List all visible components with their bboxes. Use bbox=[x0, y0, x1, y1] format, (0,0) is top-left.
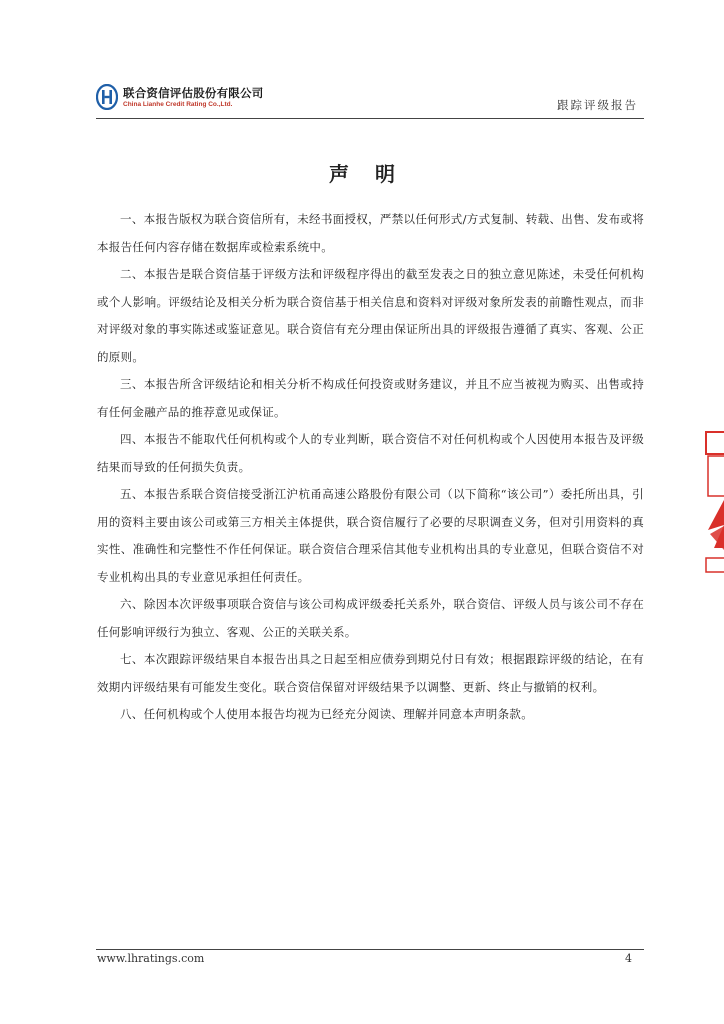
footer-website: www.lhratings.com bbox=[97, 952, 205, 965]
statement-paragraph-3: 三、本报告所含评级结论和相关分析不构成任何投资或财务建议，并且不应当被视为购买、出售或持有任何金融产品的推荐意见或保证。 bbox=[97, 377, 644, 419]
lianhe-logo-icon bbox=[96, 84, 118, 110]
company-name-cn: 联合资信评估股份有限公司 bbox=[123, 86, 264, 100]
page-number: 4 bbox=[625, 952, 632, 965]
statement-paragraph-8: 八、任何机构或个人使用本报告均视为已经充分阅读、理解并同意本声明条款。 bbox=[120, 707, 533, 721]
report-type-label: 跟踪评级报告 bbox=[557, 98, 638, 112]
statement-paragraph-5: 五、本报告系联合资信接受浙江沪杭甬高速公路股份有限公司（以下简称“该公司”）委托所出具，引用的资料主要由该公司或第三方相关主体提供，联合资信履行了必要的尽职调查义务，但对引用资料的真实性、准确性和完整性不作任何保证。联合资信合理采信其他专业机构出具的专业意见，但联合资信不对专业机构出具的专业意见承担任何责任。 bbox=[97, 487, 644, 584]
page-title bbox=[0, 158, 724, 187]
header-divider bbox=[96, 118, 644, 119]
company-name-en: China Lianhe Credit Rating Co.,Ltd. bbox=[123, 101, 233, 108]
statement-body bbox=[97, 206, 644, 729]
title-char-2: 明 bbox=[375, 162, 395, 186]
title-char-1: 声 bbox=[329, 162, 349, 186]
statement-paragraph-2: 二、本报告是联合资信基于评级方法和评级程序得出的截至发表之日的独立意见陈述，未受任何机构或个人影响。评级结论及相关分析为联合资信基于相关信息和资料对评级对象所发表的前瞻性观点，而非对评级对象的事实陈述或鉴证意见。联合资信有充分理由保证所出具的评级报告遵循了真实、客观、公正的原则。 bbox=[97, 267, 644, 364]
statement-paragraph-1: 一、本报告版权为联合资信所有，未经书面授权，严禁以任何形式/方式复制、转载、出售、发布或将本报告任何内容存储在数据库或检索系统中。 bbox=[97, 212, 644, 254]
red-seal-stamp-icon bbox=[704, 430, 724, 580]
statement-paragraph-6: 六、除因本次评级事项联合资信与该公司构成评级委托关系外，联合资信、评级人员与该公司不存在任何影响评级行为独立、客观、公正的关联关系。 bbox=[97, 597, 644, 639]
statement-paragraph-7: 七、本次跟踪评级结果自本报告出具之日起至相应债券到期兑付日有效；根据跟踪评级的结论，在有效期内评级结果有可能发生变化。联合资信保留对评级结果予以调整、更新、终止与撤销的权利。 bbox=[97, 652, 644, 694]
statement-paragraph-4: 四、本报告不能取代任何机构或个人的专业判断，联合资信不对任何机构或个人因使用本报告及评级结果而导致的任何损失负责。 bbox=[97, 432, 644, 474]
page-header bbox=[96, 82, 644, 118]
footer-divider bbox=[96, 949, 644, 950]
